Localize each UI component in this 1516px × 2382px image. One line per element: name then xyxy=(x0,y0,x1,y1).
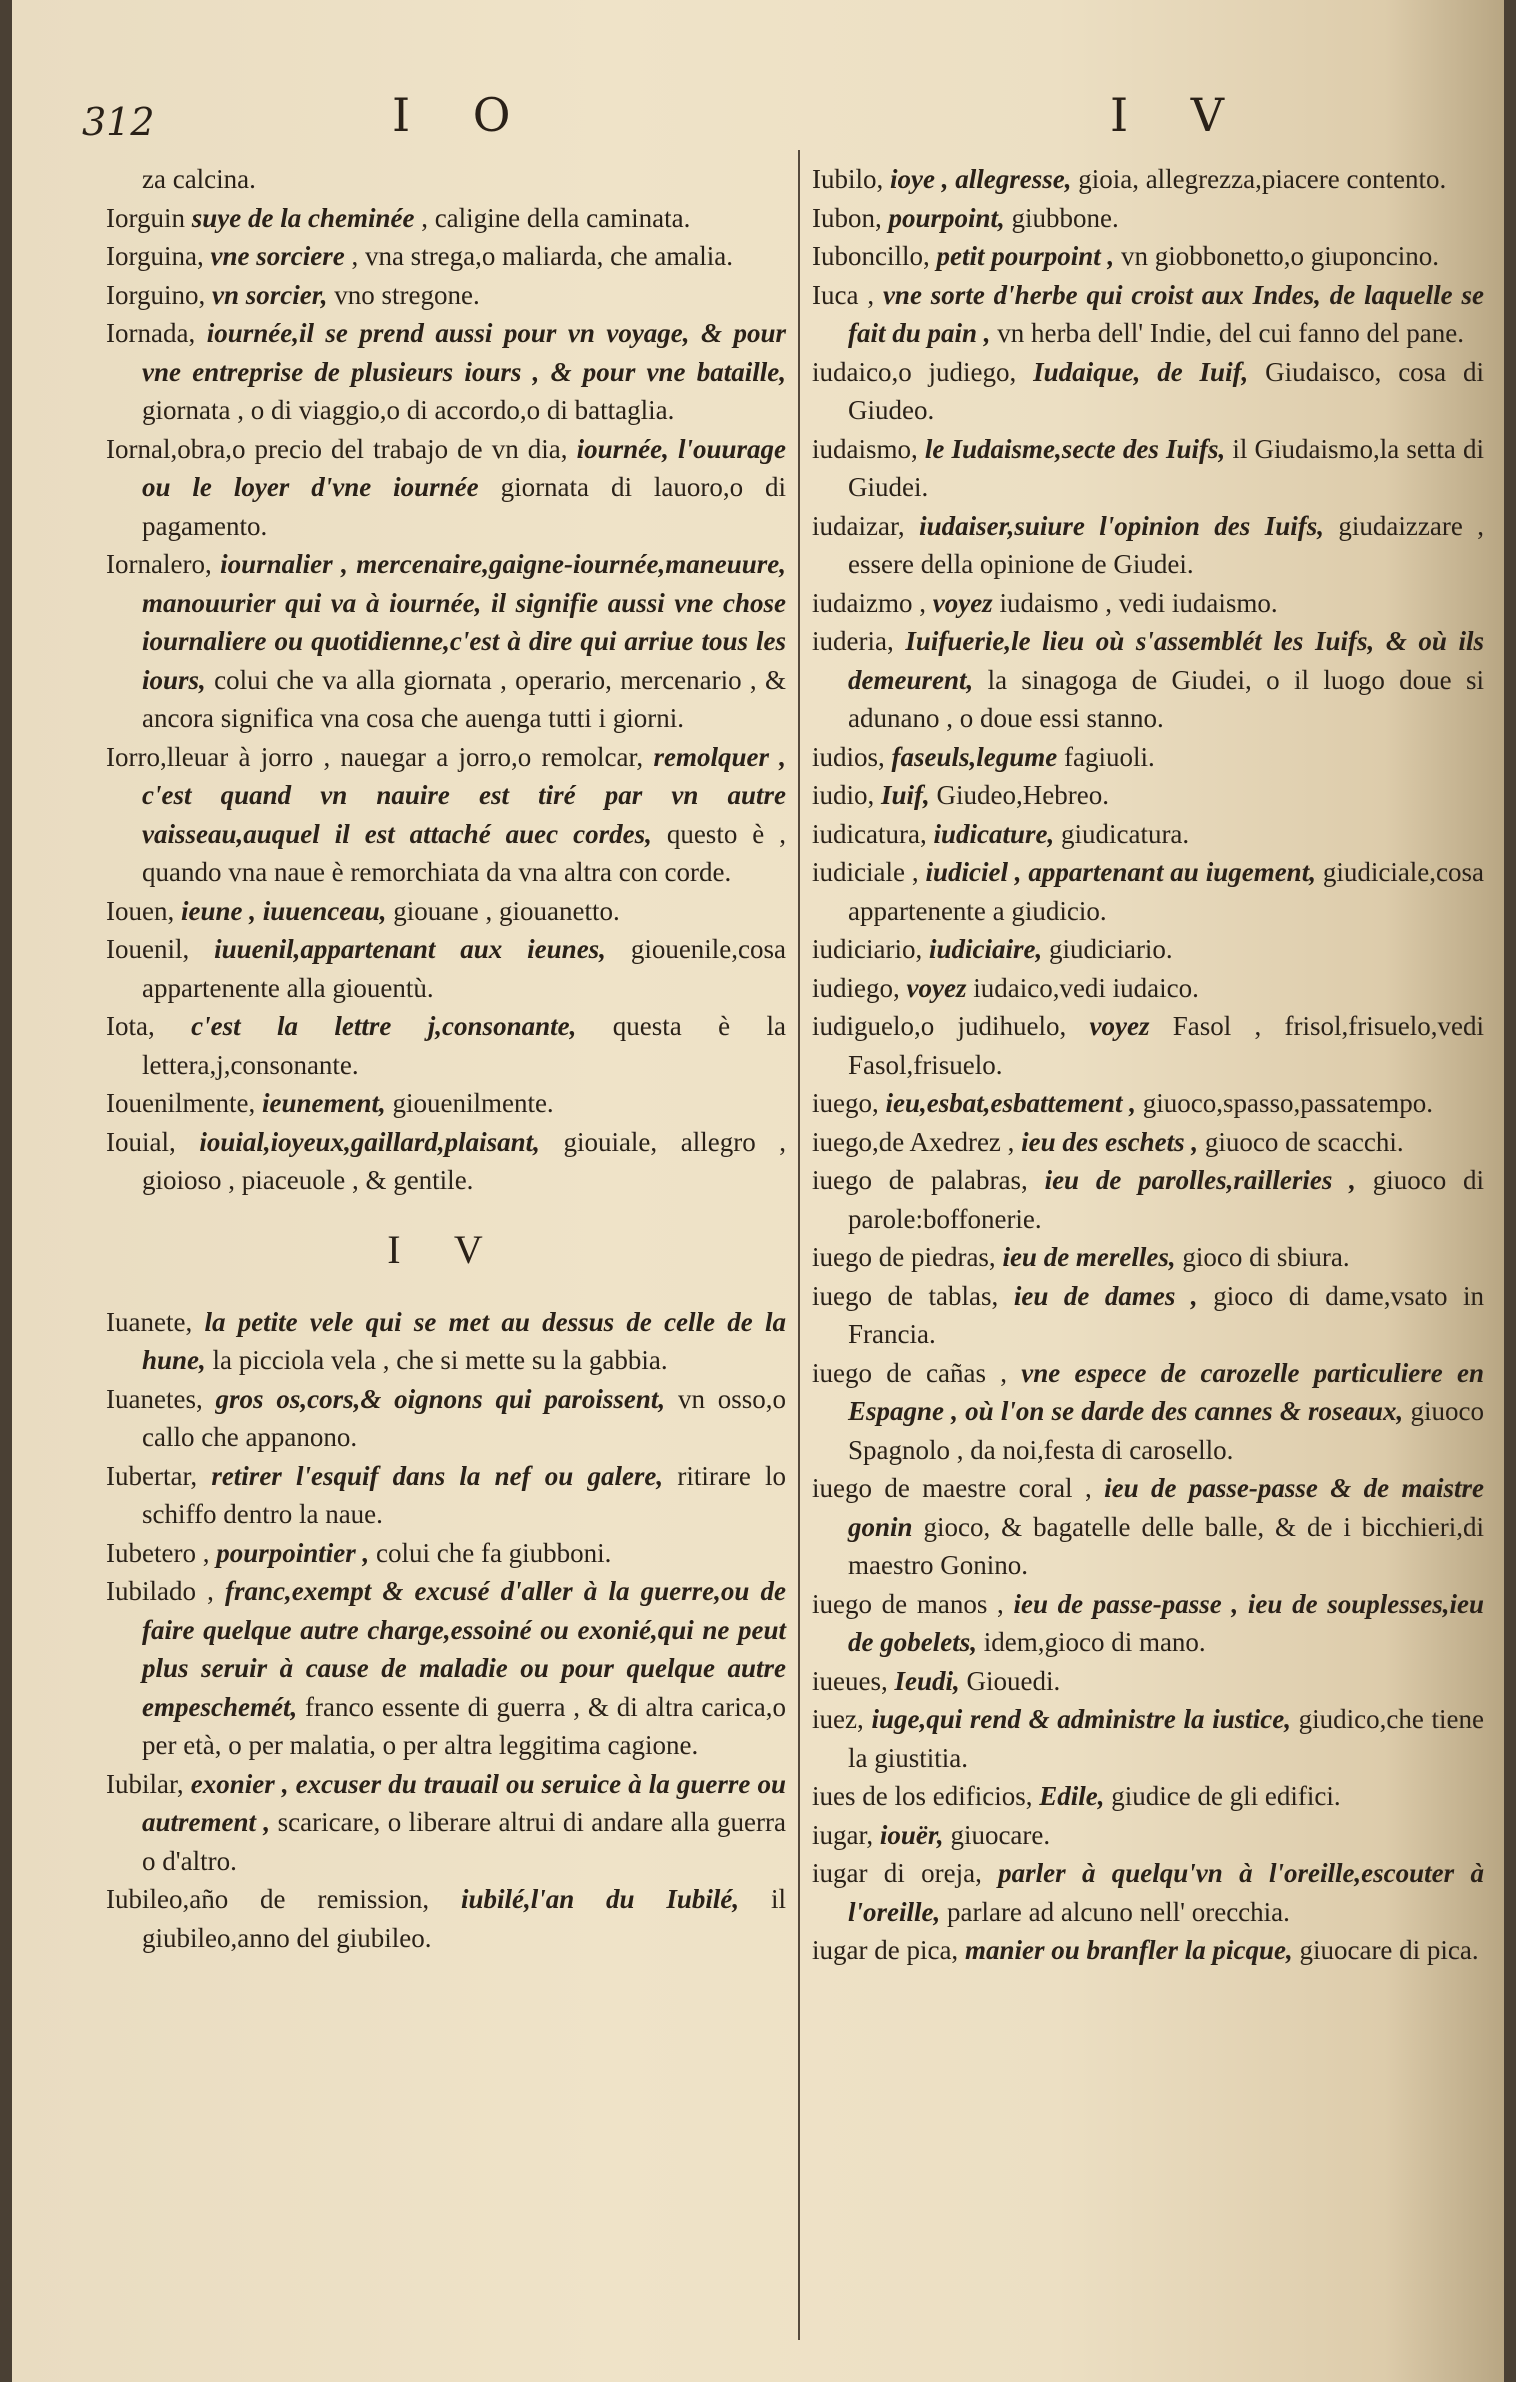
headword: iudicatura, xyxy=(812,818,927,849)
italian-gloss: giuocare. xyxy=(950,1819,1051,1850)
italian-gloss: gioco di sbiura. xyxy=(1182,1242,1350,1272)
french-gloss: la petite vele qui se met au dessus de celle de la hune, xyxy=(142,1306,787,1375)
italian-gloss: giudaizzare , essere della opinione de Giudei. xyxy=(848,510,1484,579)
dictionary-entry xyxy=(812,930,1484,969)
headword: Iuanetes, xyxy=(106,1383,203,1414)
french-gloss: iouër, xyxy=(879,1819,944,1850)
italian-gloss: giouenile,cosa appartenente alla giouentù. xyxy=(142,934,787,1003)
headword: iudiciale , xyxy=(812,857,919,887)
dictionary-entry xyxy=(106,276,786,315)
french-gloss: ieu des eschets , xyxy=(1021,1126,1199,1157)
dictionary-entry xyxy=(106,1765,786,1881)
italian-gloss: gioia, allegrezza,piacere contento. xyxy=(1078,164,1447,194)
french-gloss: gros os,cors,& oignons qui paroissent, xyxy=(215,1383,666,1414)
headword: Iubileo,año de remission, xyxy=(106,1884,430,1914)
headword: Iorguin xyxy=(106,202,185,233)
dictionary-entry xyxy=(106,160,786,199)
french-gloss: ieu de merelles, xyxy=(1002,1242,1176,1272)
dictionary-entry xyxy=(812,969,1484,1008)
dictionary-entry xyxy=(812,1585,1484,1662)
dictionary-entry xyxy=(812,199,1484,238)
headword: iuego de maestre coral , xyxy=(812,1473,1092,1503)
section-heading: I V xyxy=(387,1226,505,1272)
dictionary-entry xyxy=(106,1007,786,1084)
dictionary-entry xyxy=(812,1007,1484,1084)
dictionary-entry xyxy=(812,1084,1484,1123)
headword: iudios, xyxy=(812,741,885,772)
dictionary-entry xyxy=(106,930,786,1007)
running-head-left: I O xyxy=(392,88,535,142)
headword: iugar, xyxy=(812,1819,874,1850)
italian-gloss: fagiuoli. xyxy=(1064,741,1155,772)
french-gloss: parler à quelqu'vn à l'oreille,escouter à l'oreille, xyxy=(848,1858,1484,1927)
headword: Iuca , xyxy=(812,279,875,310)
headword: iueues, xyxy=(812,1665,888,1696)
italian-gloss: giuoco di parole:boffonerie. xyxy=(848,1165,1485,1234)
right-column xyxy=(812,160,1484,1970)
headword: iugar di oreja, xyxy=(812,1858,982,1888)
french-gloss: ieu de parolles,railleries , xyxy=(1044,1165,1356,1195)
french-gloss: Ieudi, xyxy=(894,1665,960,1696)
dictionary-entry xyxy=(812,1854,1484,1931)
headword: iudiciario, xyxy=(812,934,923,964)
dictionary-entry xyxy=(106,892,786,931)
headword: Iornada, xyxy=(106,318,196,348)
french-gloss: Iuifuerie,le lieu où s'assemblét les Iuifs, & où ils demeurent, xyxy=(848,626,1485,695)
french-gloss: faseuls,legume xyxy=(891,741,1058,772)
french-gloss: suye de la cheminée xyxy=(191,202,415,233)
running-head-right: I V xyxy=(1110,88,1249,142)
french-gloss: Edile, xyxy=(1039,1781,1105,1811)
dictionary-entry xyxy=(812,622,1484,738)
dictionary-entry xyxy=(812,776,1484,815)
dictionary-page xyxy=(12,0,1504,2382)
italian-gloss: giornata , o di viaggio,o di accordo,o di battaglia. xyxy=(142,395,675,425)
italian-gloss: giudicatura. xyxy=(1060,818,1190,849)
headword: Iorguino, xyxy=(106,279,206,310)
italian-gloss: Fasol , frisol,frisuelo,vedi Fasol,frisuelo. xyxy=(848,1011,1484,1080)
dictionary-entry xyxy=(812,1700,1484,1777)
french-gloss: ieune , iuuenceau, xyxy=(180,895,387,926)
italian-gloss: vn giobbonetto,o giuponcino. xyxy=(1121,241,1439,271)
french-gloss: voyez xyxy=(1089,1011,1150,1041)
dictionary-entry xyxy=(812,1662,1484,1701)
french-gloss: iournalier , mercenaire,gaigne-iournée,maneuure, manouurier qui va à iournée, il signifie aussi vne chose iournaliere ou quotidienne,c'est à dire qui arriue tous les iours, xyxy=(142,549,786,695)
french-gloss: pourpointier , xyxy=(216,1537,370,1568)
italian-gloss: questa è la lettera,j,consonante. xyxy=(142,1011,786,1080)
headword: Iubilar, xyxy=(106,1768,184,1799)
dictionary-entry xyxy=(812,237,1484,276)
french-gloss: iubilé,l'an du Iubilé, xyxy=(460,1884,740,1914)
french-gloss: iudiciel , appartenant au iugement, xyxy=(925,857,1316,887)
french-gloss: ieu de passe-passe , ieu de souplesses,ieu de gobelets, xyxy=(848,1588,1485,1657)
french-gloss: iouial,ioyeux,gaillard,plaisant, xyxy=(199,1126,540,1157)
dictionary-entry xyxy=(106,1303,786,1380)
headword: iuego de cañas , xyxy=(812,1357,1007,1388)
italian-gloss: giuoco Spagnolo , da noi,festa di carosello. xyxy=(848,1396,1484,1465)
french-gloss: iuuenil,appartenant aux ieunes, xyxy=(214,934,606,964)
italian-gloss: la picciola vela , che si mette su la gabbia. xyxy=(212,1345,668,1375)
headword: iudio, xyxy=(812,780,875,810)
french-gloss: iuge,qui rend & administre la iustice, xyxy=(871,1704,1291,1734)
dictionary-entry xyxy=(812,1816,1484,1855)
dictionary-entry xyxy=(812,738,1484,777)
headword: iudaico,o judiego, xyxy=(812,356,1017,387)
dictionary-entry xyxy=(106,430,786,546)
italian-gloss: gioco di dame,vsato in Francia. xyxy=(848,1280,1485,1349)
italian-gloss: giudiciale,cosa appartenente a giudicio. xyxy=(848,857,1485,926)
italian-gloss: scaricare, o liberare altrui di andare alla guerra o d'altro. xyxy=(142,1807,786,1876)
french-gloss: iournée,il se prend aussi pour vn voyage, & pour vne entreprise de plusieurs iours , & pour vne bataille, xyxy=(142,318,787,387)
dictionary-entry xyxy=(106,1880,786,1957)
italian-gloss: giuoco de scacchi. xyxy=(1204,1126,1404,1157)
italian-gloss: , vna strega,o maliarda, che amalia. xyxy=(351,241,734,271)
italian-gloss: vn osso,o callo che appanono. xyxy=(142,1383,787,1452)
headword: Iubetero , xyxy=(106,1537,210,1568)
headword: Iornal,obra,o precio del trabajo de vn dia, xyxy=(106,433,568,464)
french-gloss: petit pourpoint , xyxy=(936,241,1115,271)
italian-gloss: giouiale, allegro , gioioso , piaceuole , & gentile. xyxy=(142,1126,787,1195)
column-divider xyxy=(798,150,800,2340)
french-gloss: le Iudaisme,secte des Iuifs, xyxy=(924,433,1226,464)
french-gloss: Iudaique, de Iuif, xyxy=(1033,356,1249,387)
headword: iuego de piedras, xyxy=(812,1242,996,1272)
page-number: 312 xyxy=(82,100,155,144)
headword: iudiguelo,o judihuelo, xyxy=(812,1011,1067,1041)
french-gloss: remolquer , c'est quand vn nauire est tiré par vn autre vaisseau,auquel il est attaché auec cordes, xyxy=(142,741,787,849)
dictionary-entry xyxy=(812,815,1484,854)
french-gloss: vn sorcier, xyxy=(212,279,328,310)
dictionary-entry xyxy=(106,237,786,276)
french-gloss: iudicature, xyxy=(933,818,1055,849)
dictionary-entry xyxy=(812,507,1484,584)
dictionary-entry xyxy=(812,584,1484,623)
french-gloss: ioye , allegresse, xyxy=(890,164,1072,194)
dictionary-entry xyxy=(812,1354,1484,1470)
italian-gloss: vn herba dell' Indie, del cui fanno del pane. xyxy=(997,318,1464,348)
headword: Iouenil, xyxy=(106,934,190,964)
headword: Iornalero, xyxy=(106,549,212,579)
dictionary-entry xyxy=(812,1277,1484,1354)
french-gloss: iudaiser,suiure l'opinion des Iuifs, xyxy=(919,510,1324,541)
dictionary-entry xyxy=(106,1380,786,1457)
italian-gloss: , caligine della caminata. xyxy=(421,202,691,233)
headword: iuego de tablas, xyxy=(812,1280,999,1311)
italian-gloss: questo è , quando vna naue è remorchiata da vna altra con corde. xyxy=(142,818,787,887)
headword: iuderia, xyxy=(812,626,894,656)
italian-gloss: franco essente di guerra , & di altra carica,o per età, o per malatia, o per altra leggitima cagione. xyxy=(142,1691,787,1760)
dictionary-entry xyxy=(812,430,1484,507)
dictionary-entry xyxy=(106,199,786,238)
dictionary-entry xyxy=(106,1084,786,1123)
french-gloss: vne espece de carozelle particuliere en Espagne , où l'on se darde des cannes & roseaux, xyxy=(848,1357,1485,1426)
italian-gloss: il giubileo,anno del giubileo. xyxy=(142,1884,786,1953)
french-gloss: exonier , excuser du trauail ou seruice à la guerre ou autrement , xyxy=(142,1768,787,1837)
headword: iuego de manos , xyxy=(812,1588,1004,1619)
italian-gloss: giornata di lauoro,o di pagamento. xyxy=(142,472,786,541)
italian-gloss: colui che va alla giornata , operario, mercenario , & ancora significa vna cosa che auenga tutti i giorni. xyxy=(142,664,787,733)
headword: iuego, xyxy=(812,1088,879,1118)
dictionary-entry xyxy=(812,353,1484,430)
dictionary-entry xyxy=(812,1123,1484,1162)
italian-gloss: colui che fa giubboni. xyxy=(376,1537,612,1568)
dictionary-entry xyxy=(812,1238,1484,1277)
italian-gloss: Giudaisco, cosa di Giudeo. xyxy=(848,356,1484,425)
headword: Iubon, xyxy=(812,202,882,233)
italian-gloss: il Giudaismo,la setta di Giudei. xyxy=(848,433,1485,502)
headword: iudaismo, xyxy=(812,433,918,464)
french-gloss: ieu,esbat,esbattement , xyxy=(885,1088,1136,1118)
headword: Iuanete, xyxy=(106,1306,193,1337)
french-gloss: vne sorciere xyxy=(210,241,345,271)
dictionary-entry xyxy=(106,1572,786,1765)
french-gloss: Iuif, xyxy=(881,780,930,810)
headword: Iubertar, xyxy=(106,1460,198,1491)
french-gloss: voyez xyxy=(932,587,993,618)
dictionary-entry xyxy=(812,1931,1484,1970)
headword: Iuboncillo, xyxy=(812,241,930,271)
page-header xyxy=(12,88,1504,158)
headword: Iota, xyxy=(106,1011,155,1041)
dictionary-entry xyxy=(106,545,786,738)
italian-gloss: ritirare lo schiffo dentro la naue. xyxy=(142,1460,786,1529)
dictionary-entry xyxy=(106,738,786,892)
italian-gloss: giouenilmente. xyxy=(392,1088,554,1118)
dictionary-entry xyxy=(812,160,1484,199)
italian-gloss: giuoco,spasso,passatempo. xyxy=(1142,1088,1433,1118)
headword: Iouen, xyxy=(106,895,175,926)
italian-gloss: parlare ad alcuno nell' orecchia. xyxy=(946,1896,1290,1927)
headword: iues de los edificios, xyxy=(812,1781,1033,1811)
italian-gloss: giuocare di pica. xyxy=(1299,1935,1479,1965)
french-gloss: retirer l'esquif dans la nef ou galere, xyxy=(211,1460,664,1491)
headword: iudaizar, xyxy=(812,510,905,541)
dictionary-entry xyxy=(106,1123,786,1200)
french-gloss: iournée, l'ouurage ou le loyer d'vne iournée xyxy=(142,433,786,502)
headword: iuego de palabras, xyxy=(812,1165,1028,1195)
headword: iugar de pica, xyxy=(812,1935,959,1965)
dictionary-entry xyxy=(812,853,1484,930)
french-gloss: franc,exempt & excusé d'aller à la guerre,ou de faire quelque autre charge,essoiné ou exonié,qui ne peut plus seruir à cause de maladie ou pour quelque autre empeschemét, xyxy=(142,1576,786,1722)
dictionary-entry xyxy=(106,1534,786,1573)
headword: Iubilado , xyxy=(106,1576,214,1606)
italian-gloss: idem,gioco di mano. xyxy=(983,1627,1206,1657)
headword: Iorro,lleuar à jorro , nauegar a jorro,o remolcar, xyxy=(106,741,644,772)
dictionary-entry xyxy=(106,1457,786,1534)
dictionary-entry xyxy=(812,276,1484,353)
headword: Iouial, xyxy=(106,1126,176,1157)
dictionary-entry xyxy=(812,1777,1484,1816)
french-gloss: manier ou branfler la picque, xyxy=(964,1935,1293,1965)
french-gloss: ieu de dames , xyxy=(1013,1280,1198,1311)
italian-gloss: giudico,che tiene la giustitia. xyxy=(848,1704,1485,1773)
french-gloss: iudiciaire, xyxy=(928,934,1043,964)
headword: Iubilo, xyxy=(812,164,884,194)
french-gloss: c'est la lettre j,consonante, xyxy=(191,1011,577,1041)
dictionary-entry xyxy=(106,314,786,430)
dictionary-entry xyxy=(812,1469,1484,1585)
dictionary-entry xyxy=(812,1161,1484,1238)
italian-gloss: giudice de gli edifici. xyxy=(1111,1781,1341,1811)
italian-gloss: gioco, & bagatelle delle balle, & de i bicchieri,di maestro Gonino. xyxy=(848,1511,1484,1580)
italian-gloss: Giudeo,Hebreo. xyxy=(936,780,1109,810)
italian-gloss: za calcina. xyxy=(142,164,256,194)
french-gloss: ieunement, xyxy=(261,1088,386,1118)
headword: iuez, xyxy=(812,1704,864,1734)
french-gloss: pourpoint, xyxy=(888,202,1005,233)
italian-gloss: giouane , giouanetto. xyxy=(393,895,620,926)
italian-gloss: iudaico,vedi iudaico. xyxy=(973,972,1199,1003)
french-gloss: ieu de passe-passe & de maistre gonin xyxy=(848,1473,1485,1542)
italian-gloss: Giouedi. xyxy=(966,1665,1061,1696)
french-gloss: vne sorte d'herbe qui croist aux Indes, de laquelle se fait du pain , xyxy=(848,279,1484,348)
french-gloss: voyez xyxy=(906,972,967,1003)
italian-gloss: vno stregone. xyxy=(334,279,480,310)
left-column xyxy=(106,160,786,1957)
headword: iuego,de Axedrez , xyxy=(812,1126,1015,1157)
italian-gloss: giubbone. xyxy=(1011,202,1119,233)
italian-gloss: iudaismo , vedi iudaismo. xyxy=(999,587,1278,618)
headword: iudaizmo , xyxy=(812,587,926,618)
headword: iudiego, xyxy=(812,972,900,1003)
italian-gloss: giudiciario. xyxy=(1048,934,1173,964)
italian-gloss: la sinagoga de Giudei, o il luogo doue si adunano , o doue essi stanno. xyxy=(848,664,1484,733)
headword: Iorguina, xyxy=(106,241,204,271)
headword: Iouenilmente, xyxy=(106,1088,256,1118)
